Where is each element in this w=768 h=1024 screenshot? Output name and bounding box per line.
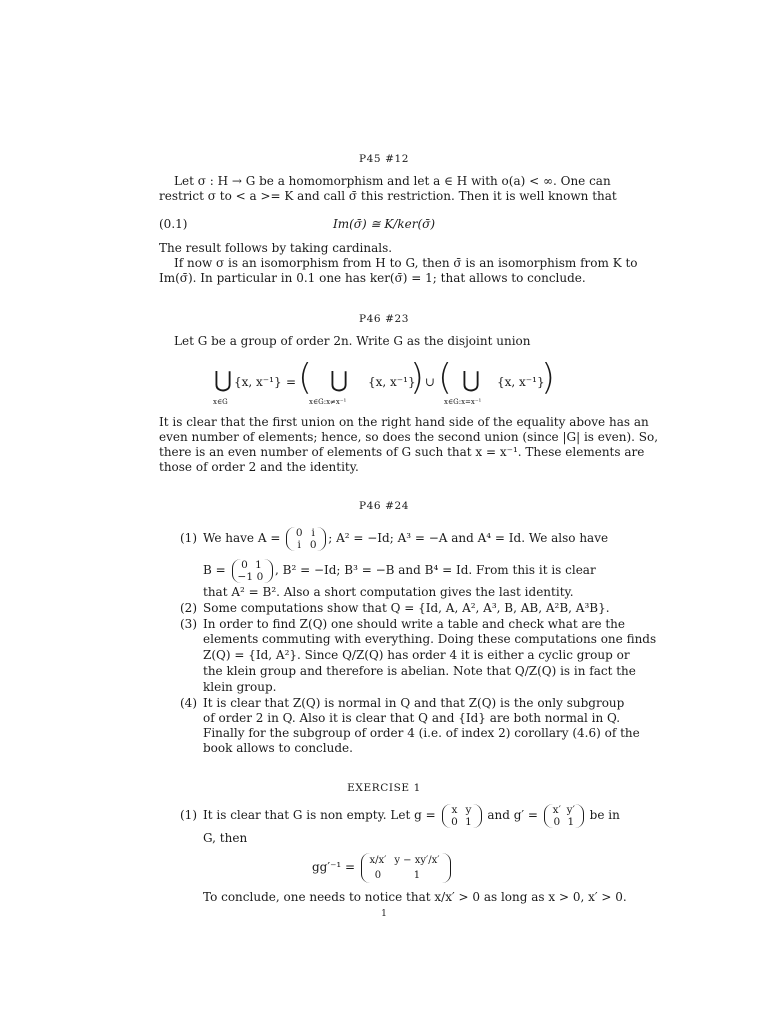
set-expression: {x, x⁻¹} <box>497 375 545 389</box>
matrix-a: 0 i i 0 <box>286 527 326 551</box>
paragraph-line: those of order 2 and the identity. <box>159 460 359 474</box>
big-union-symbol: ⋃ <box>214 368 233 393</box>
item-number: (2) <box>180 601 197 615</box>
big-union-symbol: ⋃ <box>462 368 481 393</box>
text-span: , B² = −Id; B³ = −B and B⁴ = Id. From this it is clear <box>275 563 596 577</box>
right-paren: ) <box>541 357 556 398</box>
item-line <box>203 524 608 552</box>
equation-0-1: Im(σ̄) ≅ K/ker(σ̄) <box>332 217 436 231</box>
text-span: B = <box>203 563 226 577</box>
item-line: G, then <box>203 831 248 845</box>
item-line: of order 2 in Q. Also it is clear that Q and {Id} are both normal in Q. <box>203 711 621 725</box>
item-number: (4) <box>180 696 197 710</box>
union-subscript: x∈G <box>213 398 228 406</box>
text-span: be in <box>589 808 620 822</box>
union-subscript: x∈G:x=x⁻¹ <box>444 398 482 406</box>
paragraph-line: even number of elements; hence, so does the second union (since |G| is even). So, <box>159 430 659 444</box>
item-line: Z(Q) = {Id, A²}. Since Q/Z(Q) has order 4 it is either a cyclic group or <box>203 648 630 662</box>
item-line: To conclude, one needs to notice that x/x′ > 0 as long as x > 0, x′ > 0. <box>203 890 627 904</box>
section-heading-p46-23: P46 #23 <box>358 313 410 325</box>
left-paren: ( <box>298 357 313 398</box>
left-paren: ( <box>438 357 453 398</box>
paragraph-line: Im(σ̄). In particular in 0.1 one has ker(σ̄) = 1; that allows to conclude. <box>159 271 586 285</box>
right-paren: ) <box>410 357 425 398</box>
union-operator: ∪ <box>425 375 436 389</box>
matrix-g-prime: x′ y′ 0 1 <box>544 804 584 828</box>
item-number: (1) <box>180 808 197 822</box>
item-number: (3) <box>180 617 197 631</box>
paragraph-line: The result follows by taking cardinals. <box>159 241 393 255</box>
big-union-symbol: ⋃ <box>330 368 349 393</box>
item-line: that A² = B². Also a short computation gives the last identity. <box>203 585 574 599</box>
text-span: We have A = <box>203 531 281 545</box>
text-span: gg′⁻¹ = <box>312 860 356 874</box>
section-heading-p45-12: P45 #12 <box>358 153 410 165</box>
page-number: 1 <box>381 909 387 919</box>
item-number: (1) <box>180 531 197 545</box>
item-line: Finally for the subgroup of order 4 (i.e. of index 2) corollary (4.6) of the <box>203 726 640 740</box>
paragraph-line: Let σ : H → G be a homomorphism and let a ∈ H with o(a) < ∞. One can <box>174 174 611 188</box>
matrix-result: x/x′ y − xy′/x′ 0 1 <box>361 853 451 883</box>
section-heading-p46-24: P46 #24 <box>358 500 410 512</box>
matrix-g: x y 0 1 <box>442 804 482 828</box>
item-line: In order to find Z(Q) one should write a table and check what are the <box>203 617 626 631</box>
text-span: and g′ = <box>487 808 538 822</box>
union-subscript: x∈G:x≠x⁻¹ <box>309 398 347 406</box>
equation-label: (0.1) <box>159 217 188 231</box>
equation-gg-inverse <box>312 850 453 884</box>
paragraph-line: there is an even number of elements of G such that x = x⁻¹. These elements are <box>159 445 645 459</box>
item-line <box>203 801 620 829</box>
item-line: Some computations show that Q = {Id, A, A², A³, B, AB, A²B, A³B}. <box>203 601 610 615</box>
section-heading-exercise-1: EXERCISE 1 <box>347 782 421 794</box>
text-span: It is clear that G is non empty. Let g = <box>203 808 436 822</box>
paragraph-line: If now σ is an isomorphism from H to G, then σ̄ is an isomorphism from K to <box>174 256 638 270</box>
paragraph-line: Let G be a group of order 2n. Write G as the disjoint union <box>174 334 531 348</box>
equals-sign: = <box>286 375 297 389</box>
item-line: the klein group and therefore is abelian. Note that Q/Z(Q) is in fact the <box>203 664 636 678</box>
text-span: ; A² = −Id; A³ = −A and A⁴ = Id. We also have <box>328 531 609 545</box>
paragraph-line: restrict σ to < a >= K and call σ̄ this restriction. Then it is well known that <box>159 189 617 203</box>
set-expression: {x, x⁻¹} <box>368 375 416 389</box>
item-line: klein group. <box>203 680 277 694</box>
item-line: book allows to conclude. <box>203 741 353 755</box>
item-line <box>203 556 596 584</box>
set-expression: {x, x⁻¹} <box>234 375 282 389</box>
matrix-b: 0 1 −1 0 <box>232 559 273 583</box>
paragraph-line: It is clear that the first union on the right hand side of the equality above has an <box>159 415 649 429</box>
item-line: elements commuting with everything. Doing these computations one finds <box>203 632 657 646</box>
item-line: It is clear that Z(Q) is normal in Q and that Z(Q) is the only subgroup <box>203 696 625 710</box>
